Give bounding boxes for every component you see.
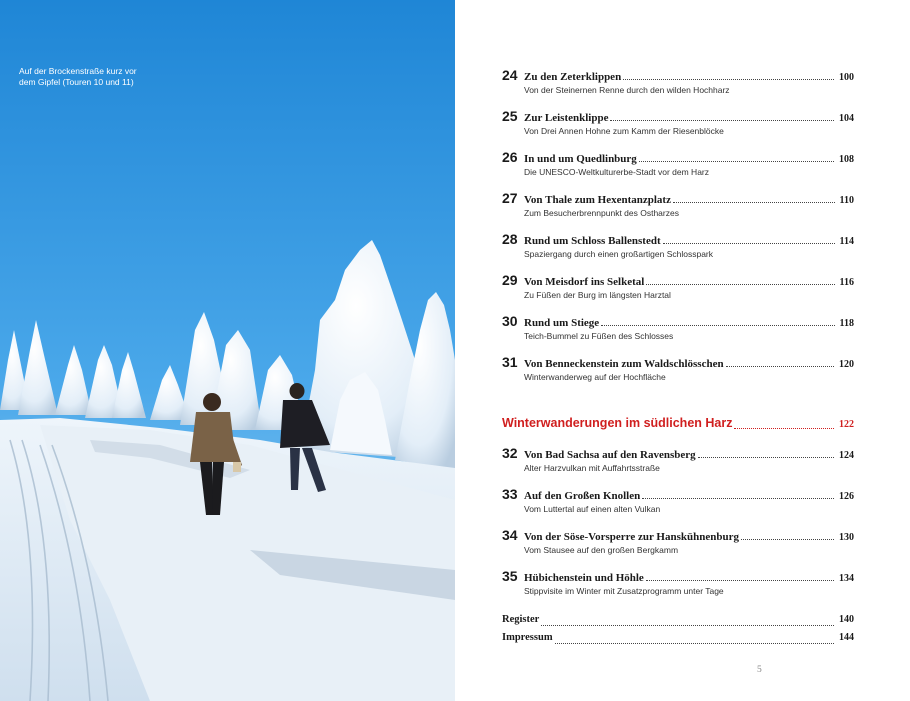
dot-leader	[741, 539, 834, 540]
dot-leader	[541, 625, 834, 626]
page-ref: 116	[839, 277, 854, 288]
page-ref: 120	[839, 359, 854, 370]
toc-entry[interactable]	[502, 486, 854, 514]
tour-title: Auf den Großen Knollen	[524, 490, 641, 502]
toc-impressum[interactable]	[502, 632, 854, 648]
dot-leader	[623, 79, 834, 80]
tour-subtitle: Zu Füßen der Burg im längsten Harztal	[524, 290, 671, 300]
tour-subtitle: Von der Steinernen Renne durch den wilden Hochharz	[524, 85, 730, 95]
toc-entry[interactable]	[502, 527, 854, 555]
tour-title: Von Thale zum Hexentanzplatz	[524, 194, 671, 206]
page-ref: 134	[839, 573, 854, 584]
page-ref: 126	[839, 491, 854, 502]
tour-number: 29	[502, 272, 518, 288]
page-ref: 144	[839, 632, 854, 643]
toc-entry[interactable]	[502, 568, 854, 596]
tour-title: Rund um Schloss Ballenstedt	[524, 235, 661, 247]
tour-number: 24	[502, 67, 518, 83]
page-ref: 140	[839, 614, 854, 625]
tour-number: 31	[502, 354, 518, 370]
tour-subtitle: Spaziergang durch einen großartigen Schlosspark	[524, 249, 714, 259]
toc-entry[interactable]	[502, 190, 854, 218]
dot-leader	[555, 643, 834, 644]
dot-leader	[646, 580, 834, 581]
dot-leader	[726, 366, 834, 367]
tour-subtitle: Vom Stausee auf den großen Bergkamm	[524, 545, 679, 555]
dot-leader	[610, 120, 834, 121]
toc-entry[interactable]	[502, 445, 854, 473]
tour-title: Zur Leistenklippe	[524, 112, 609, 124]
dot-leader	[673, 202, 835, 203]
toc-entry[interactable]	[502, 149, 854, 177]
tour-title: Hübichenstein und Höhle	[524, 572, 644, 584]
tour-number: 27	[502, 190, 518, 206]
tour-title: Zu den Zeterklippen	[524, 71, 622, 83]
section-page-ref: 122	[839, 419, 854, 430]
dot-leader	[663, 243, 835, 244]
section-title: Winterwanderungen im südlichen Harz	[502, 416, 733, 430]
page-ref: 130	[839, 532, 854, 543]
tour-subtitle: Teich-Bummel zu Füßen des Schlosses	[524, 331, 674, 341]
tour-number: 28	[502, 231, 518, 247]
dot-leader	[734, 428, 834, 429]
page-ref: 124	[839, 450, 854, 461]
tour-subtitle: Von Drei Annen Hohne zum Kamm der Riesenblöcke	[524, 126, 724, 136]
tour-subtitle: Zum Besucherbrennpunkt des Ostharzes	[524, 208, 679, 218]
tour-title: Von Meisdorf ins Selketal	[524, 276, 645, 288]
table-of-contents-page	[455, 0, 910, 701]
toc-entry[interactable]	[502, 231, 854, 259]
tour-title: Von Benneckenstein zum Waldschlösschen	[524, 358, 724, 370]
register-title: Register	[502, 614, 540, 625]
page-ref: 104	[839, 113, 854, 124]
tour-number: 35	[502, 568, 518, 584]
toc-entry[interactable]	[502, 67, 854, 95]
tour-number: 34	[502, 527, 518, 543]
tour-subtitle: Alter Harzvulkan mit Auffahrtsstraße	[524, 463, 660, 473]
impressum-title: Impressum	[502, 632, 553, 643]
section-heading[interactable]	[502, 416, 854, 434]
page-number: 5	[757, 665, 762, 675]
page-ref: 110	[839, 195, 854, 206]
page-ref: 100	[839, 72, 854, 83]
tour-title: Von Bad Sachsa auf den Ravensberg	[524, 449, 696, 461]
tour-subtitle: Vom Luttertal auf einen alten Vulkan	[524, 504, 661, 514]
toc-entry[interactable]	[502, 313, 854, 341]
tour-subtitle: Winterwanderweg auf der Hochfläche	[524, 372, 666, 382]
page-ref: 118	[839, 318, 854, 329]
tour-title: Rund um Stiege	[524, 317, 600, 329]
toc-register[interactable]	[502, 614, 854, 630]
dot-leader	[698, 457, 834, 458]
tour-number: 26	[502, 149, 518, 165]
page-ref: 114	[839, 236, 854, 247]
tour-number: 32	[502, 445, 518, 461]
tour-number: 33	[502, 486, 518, 502]
toc-entry[interactable]	[502, 272, 854, 300]
dot-leader	[601, 325, 834, 326]
tour-number: 25	[502, 108, 518, 124]
page-ref: 108	[839, 154, 854, 165]
toc-entry[interactable]	[502, 108, 854, 136]
dot-leader	[642, 498, 834, 499]
tour-title: In und um Quedlinburg	[524, 153, 637, 165]
tour-number: 30	[502, 313, 518, 329]
dot-leader	[639, 161, 834, 162]
tour-title: Von der Söse-Vorsperre zur Hanskühnenburg	[524, 531, 739, 543]
tour-subtitle: Stippvisite im Winter mit Zusatzprogramm unter Tage	[524, 586, 724, 596]
toc-entry[interactable]	[502, 354, 854, 382]
dot-leader	[646, 284, 834, 285]
tour-subtitle: Die UNESCO-Weltkulturerbe-Stadt vor dem Harz	[524, 167, 710, 177]
photo-caption: Auf der Brockenstraße kurz vor dem Gipfel (Touren 10 und 11)	[19, 66, 137, 87]
